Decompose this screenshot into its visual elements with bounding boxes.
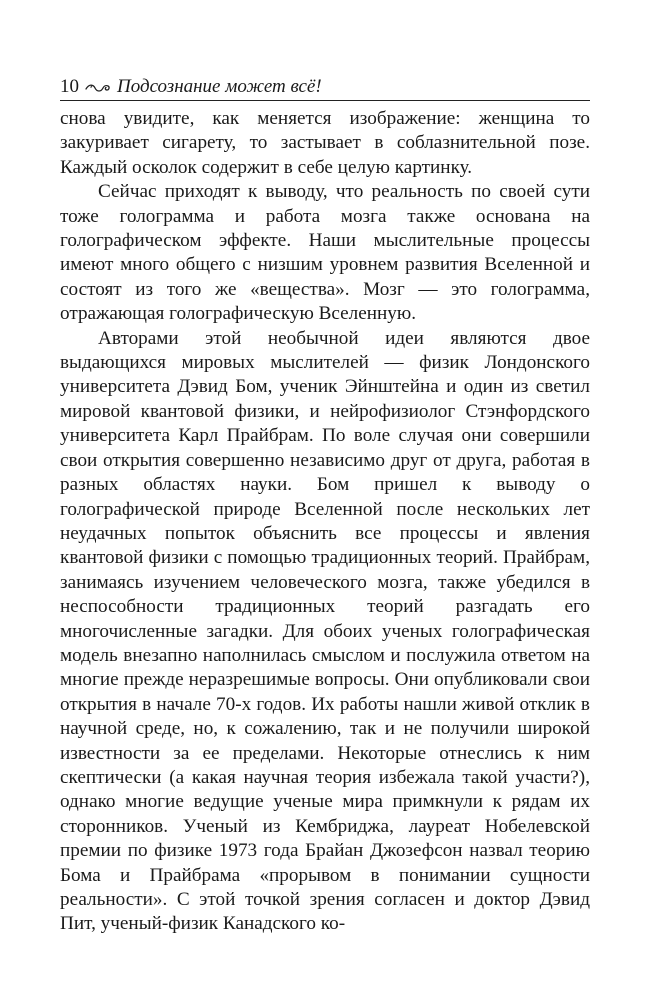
paragraph-1: снова увидите, как меняется изображение: женщина то закуривает сигарету, то застывает в соблазнительной позе. Каждый осколок содержит в себе целую картинку. [60, 108, 590, 178]
body-text [60, 107, 590, 937]
book-title: Подсознание может всё! [117, 76, 322, 97]
running-head [60, 70, 590, 98]
paragraph-2: Сейчас приходят к выводу, что реальность по своей сути тоже голограмма и работа мозга также основана на голографическом эффекте. Наши мыслительные процессы имеют много общего с низшим уровнем развития Вселенной и состоят из того же «вещества». Мозг — это голограмма, отражающая голографическую Вселенную. [60, 181, 590, 325]
paragraph-3: Авторами этой необычной идеи являются двое выдающихся мировых мыслителей — физик Лондонского университета Дэвид Бом, ученик Эйнштейна и один из светил мировой квантовой физики, и нейрофизиолог Стэнфордского университета Карл Прайбрам. По воле случая они совершили свои открытия совершенно независимо друг от друга, работая в разных областях науки. Бом пришел к выводу о голографической природе Вселенной после нескольких лет неудачных попыток объяснить все процессы и явления квантовой физики с помощью традиционных теорий. Прайбрам, занимаясь изучением человеческого мозга, также убедился в неспособности традиционных теорий разгадать его многочисленные загадки. Для обоих ученых голографическая модель внезапно наполнилась смыслом и послужила ответом на многие прежде неразрешимые вопросы. Они опубликовали свои открытия в начале 70-х годов. Их работы нашли живой отклик в научной среде, но, к сожалению, так и не получили широкой известности за ее пределами. Некоторые отнеслись к ним скептически (а какая научная теория избежала такой участи?), однако многие ведущие ученые мира примкнули к рядам их сторонников. Ученый из Кембриджа, лауреат Нобелевской премии по физике 1973 года Брайан Джозефсон назвал теорию Бома и Прайбрама «прорывом в понимании сущности реальности». С этой точкой зрения согласен и доктор Дэвид Пит, ученый-физик Канадского ко- [60, 327, 590, 935]
header-rule [60, 100, 590, 101]
page-number: 10 [60, 76, 79, 97]
swirl-ornament-icon [85, 82, 111, 94]
